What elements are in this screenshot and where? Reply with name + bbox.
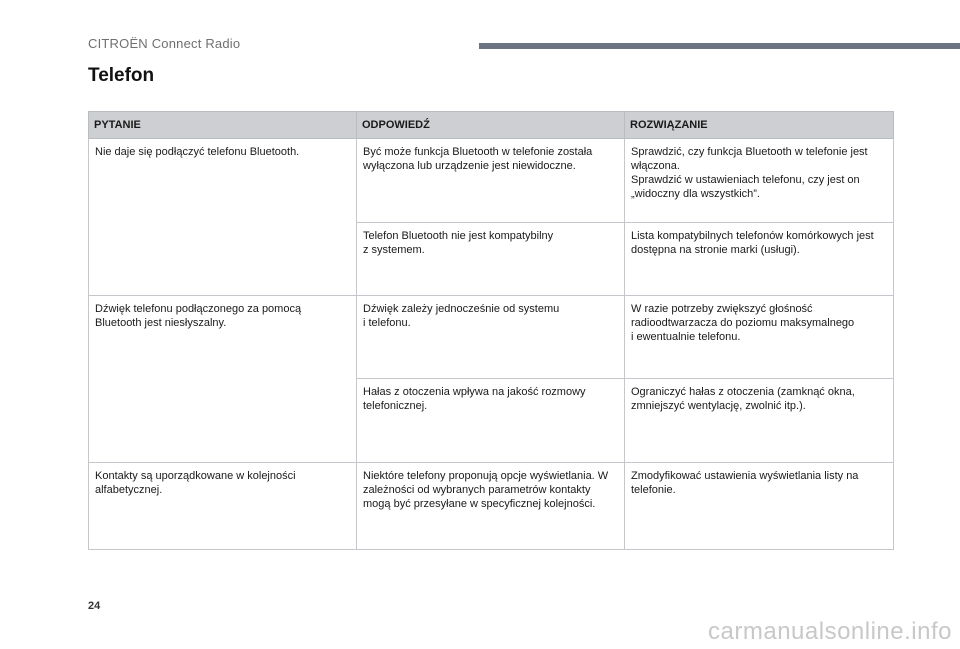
solution-cell: Zmodyfikować ustawienia wyświetlania listy na telefonie.	[625, 463, 894, 550]
question-cell: Nie daje się podłączyć telefonu Bluetooth.	[89, 139, 357, 296]
column-header-solution: ROZWIĄZANIE	[625, 112, 894, 139]
answer-cell: Być może funkcja Bluetooth w telefonie została wyłączona lub urządzenie jest niewidoczne.	[357, 139, 625, 223]
page-number: 24	[88, 600, 101, 612]
answer-cell: Niektóre telefony proponują opcje wyświetlania. W zależności od wybranych parametrów kontakty mogą być przesyłane w specyficznej kolejności.	[357, 463, 625, 550]
solution-cell: Lista kompatybilnych telefonów komórkowych jest dostępna na stronie marki (usługi).	[625, 223, 894, 296]
column-header-question: PYTANIE	[89, 112, 357, 139]
table-row	[89, 463, 894, 550]
question-cell: Kontakty są uporządkowane w kolejności alfabetycznej.	[89, 463, 357, 550]
column-header-answer: ODPOWIEDŹ	[357, 112, 625, 139]
brand-header: CITROËN Connect Radio	[88, 36, 241, 51]
faq-table	[88, 111, 894, 550]
answer-cell: Hałas z otoczenia wpływa na jakość rozmowy telefonicznej.	[357, 379, 625, 463]
answer-cell: Telefon Bluetooth nie jest kompatybilny z systemem.	[357, 223, 625, 296]
solution-cell: Ograniczyć hałas z otoczenia (zamknąć okna, zmniejszyć wentylację, zwolnić itp.).	[625, 379, 894, 463]
section-title: Telefon	[88, 65, 155, 86]
answer-cell: Dźwięk zależy jednocześnie od systemu i telefonu.	[357, 296, 625, 379]
solution-cell: W razie potrzeby zwiększyć głośność radioodtwarzacza do poziomu maksymalnego i ewentualnie telefonu.	[625, 296, 894, 379]
solution-cell: Sprawdzić, czy funkcja Bluetooth w telefonie jest włączona. Sprawdzić w ustawieniach telefonu, czy jest on „widoczny dla wszystkich”.	[625, 139, 894, 223]
question-cell: Dźwięk telefonu podłączonego za pomocą Bluetooth jest niesłyszalny.	[89, 296, 357, 463]
table-row	[89, 296, 894, 379]
table-row	[89, 139, 894, 223]
watermark: carmanualsonline.info	[708, 618, 952, 645]
table-header-row	[89, 112, 894, 139]
header-accent-bar	[479, 43, 960, 49]
